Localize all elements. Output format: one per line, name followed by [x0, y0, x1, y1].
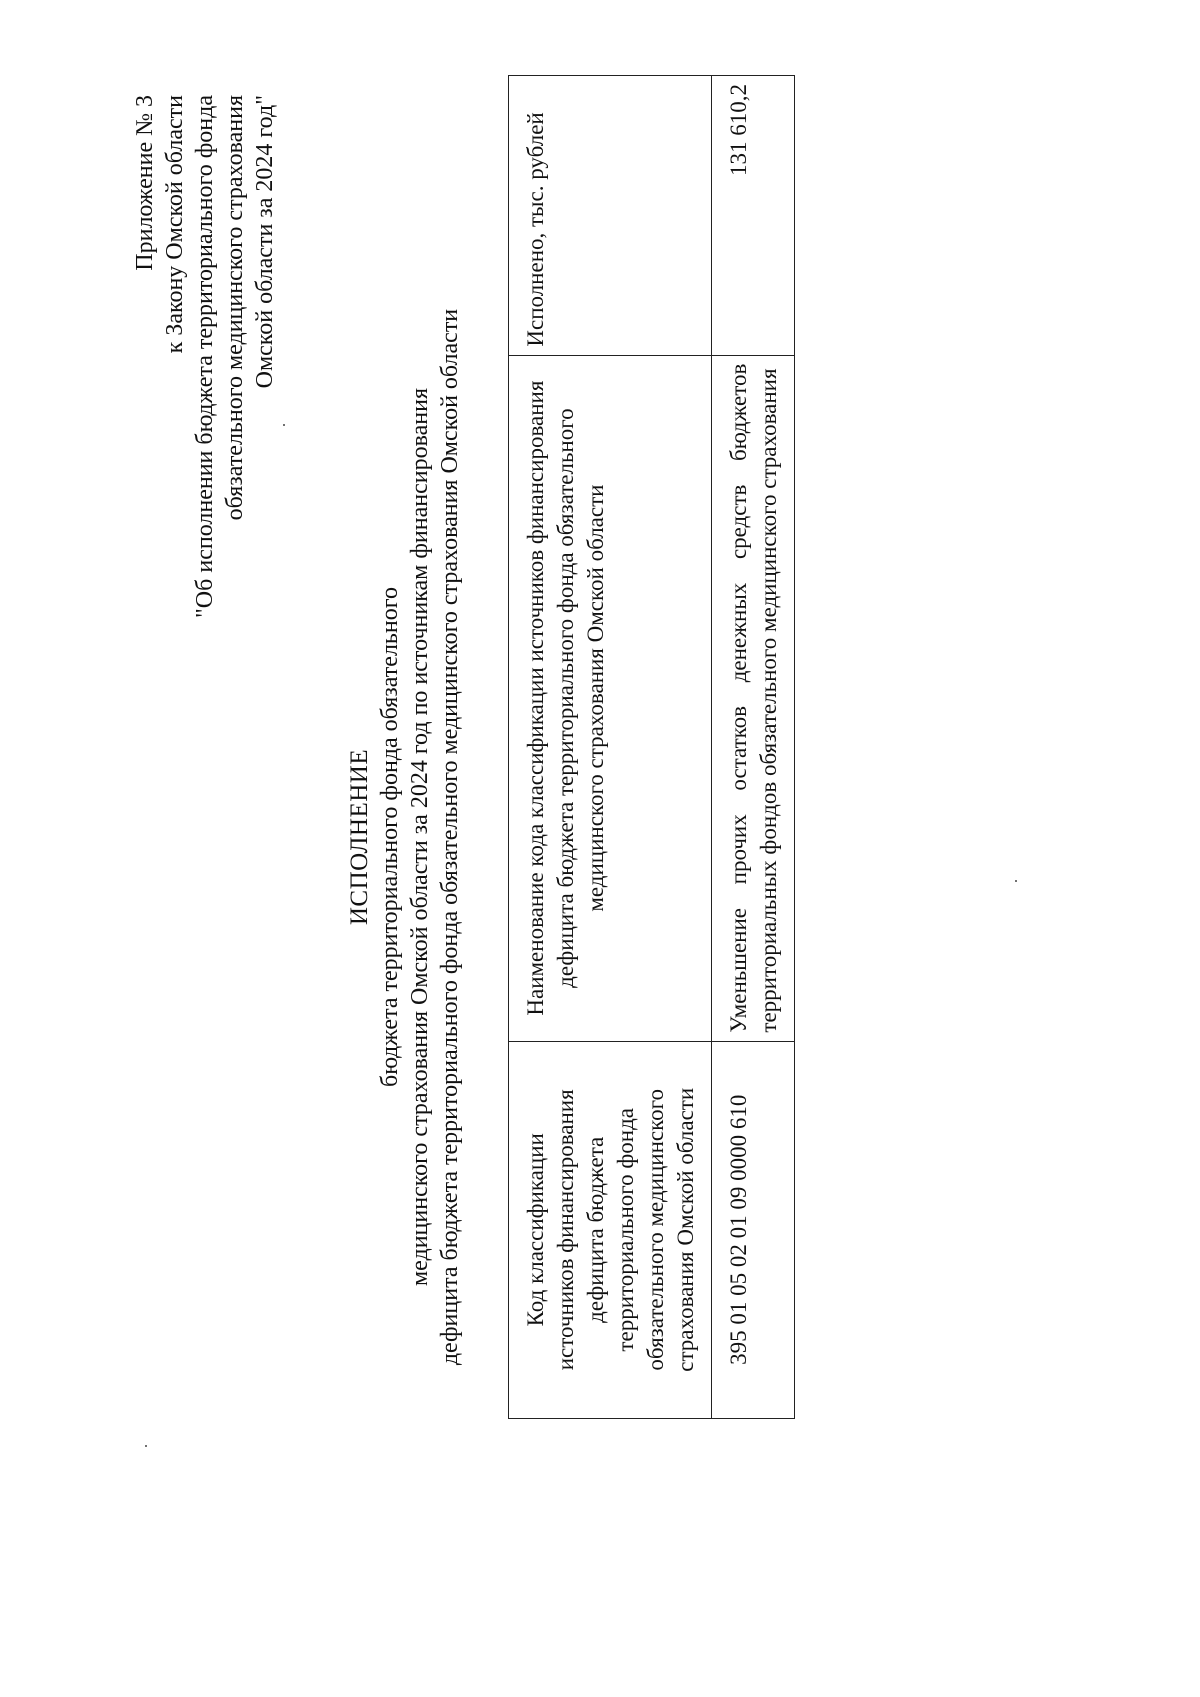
header-code-line: страхования Омской области [673, 1087, 698, 1372]
appendix-header-line: "Об исполнении бюджета территориального фонда [192, 95, 218, 618]
scan-speck [1015, 880, 1017, 882]
appendix-header [130, 95, 280, 915]
header-code-line: обязательного медицинского [643, 1089, 668, 1371]
row-code: 395 01 05 02 01 09 0000 610 [712, 1041, 795, 1418]
header-name: Наименование кода классификации источников финансирования дефицита бюджета территориального фонда обязательного медицинского страхования Омской области [509, 355, 712, 1041]
title-line: бюджета территориального фонда обязательного [377, 587, 403, 1087]
row-name: Уменьшение прочих остатков денежных средств бюджетов территориальных фондов обязательного медицинского страхования [712, 355, 795, 1041]
header-code-line: Код классификации [523, 1133, 548, 1327]
title-line: дефицита бюджета территориального фонда обязательного медицинского страхования Омской области [437, 308, 463, 1366]
scan-speck [145, 1445, 147, 1447]
header-code [509, 1041, 712, 1418]
appendix-header-line: к Закону Омской области [162, 95, 188, 354]
header-code-line: территориального фонда [613, 1108, 638, 1352]
scan-speck [283, 424, 285, 426]
appendix-header-line: Приложение № 3 [132, 95, 158, 271]
table-header-row [509, 76, 712, 1419]
appendix-header-line: Омской области за 2024 год" [252, 95, 278, 389]
title-main: ИСПОЛНЕНИЕ [346, 748, 373, 926]
row-amount: 131 610,2 [712, 76, 795, 356]
title-line: медицинского страхования Омской области за 2024 год по источникам финансирования [407, 388, 433, 1287]
table-row [712, 76, 795, 1419]
header-amount: Исполнено, тыс. рублей [509, 76, 712, 356]
appendix-header-line: обязательного медицинского страхования [222, 95, 248, 521]
header-code-line: источников финансирования [553, 1089, 578, 1371]
financing-sources-table [508, 75, 795, 1419]
header-code-line: дефицита бюджета [583, 1136, 608, 1323]
document-title [345, 207, 465, 1467]
